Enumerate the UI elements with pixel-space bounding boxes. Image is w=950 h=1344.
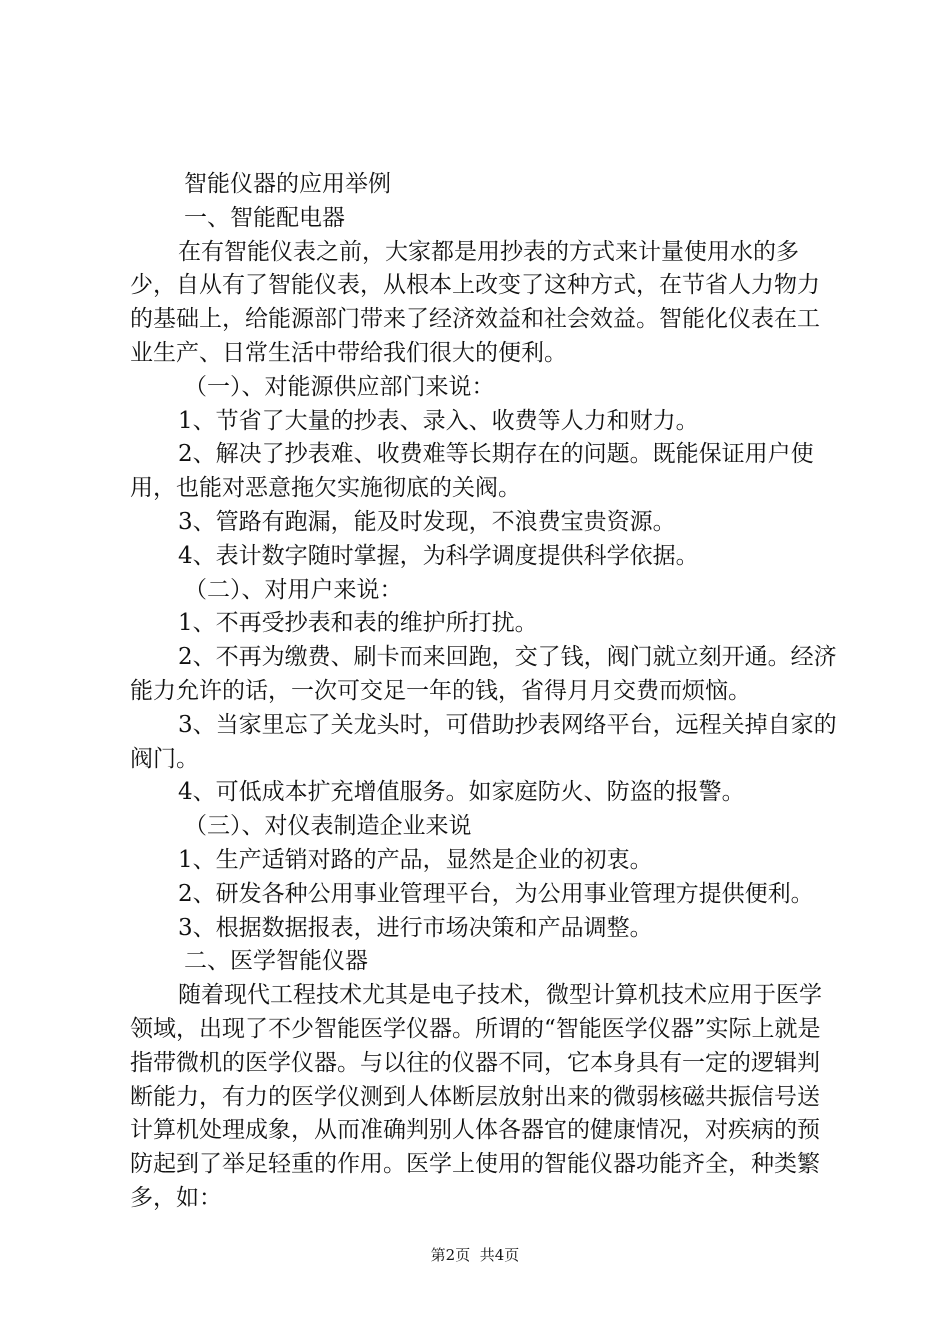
sub3-heading: （三）、对仪表制造企业来说 — [184, 813, 472, 840]
page-total: 共4页 — [479, 1246, 520, 1264]
sub1-item-3: 3、管路有跑漏，能及时发现，不浪费宝贵资源。 — [178, 508, 676, 535]
document-title: 智能仪器的应用举例 — [184, 171, 391, 197]
sub2-item-2: 2、不再为缴费、刷卡而来回跑，交了钱，阀门就立刻开通。经济能力允许的话，一次可交足一年的钱，省得月月交费而烦恼。 — [130, 644, 837, 704]
section2-intro: 随着现代工程技术尤其是电子技术，微型计算机技术应用于医学领域，出现了不少智能医学仪器。所谓的“智能医学仪器”实际上就是指带微机的医学仪器。与以往的仪器不同，它本身具有一定的逻辑判断能力，有力的医学仪测到人体断层放射出来的微弱核磁共振信号送计算机处理成象，从而准确判别人体各器官的健康情况，对疾病的预防起到了举足轻重的作用。医学上使用的智能仪器功能齐全，种类繁多，如： — [130, 982, 822, 1211]
section2-heading: 二、医学智能仪器 — [184, 948, 368, 975]
sub3-item-3: 3、根据数据报表，进行市场决策和产品调整。 — [178, 914, 653, 941]
sub2-heading: （二）、对用户来说： — [184, 576, 403, 603]
footer-spacer — [470, 1246, 480, 1264]
section1-intro: 在有智能仪表之前，大家都是用抄表的方式来计量使用水的多少，自从有了智能仪表，从根本上改变了这种方式，在节省人力物力的基础上，给能源部门带来了经济效益和社会效益。智能化仪表在工业生产、日常生活中带给我们很大的便利。 — [130, 238, 820, 366]
document-body — [130, 168, 840, 1216]
page-number: 第2页 — [430, 1246, 471, 1264]
sub3-item-1: 1、生产适销对路的产品，显然是企业的初衷。 — [178, 846, 653, 873]
sub2-item-1: 1、不再受抄表和表的维护所打扰。 — [178, 610, 538, 637]
sub1-item-1: 1、节省了大量的抄表、录入、收费等人力和财力。 — [178, 407, 699, 434]
section1-heading: 一、智能配电器 — [184, 204, 345, 231]
sub3-item-2: 2、研发各种公用事业管理平台，为公用事业管理方提供便利。 — [178, 880, 814, 907]
page-footer — [0, 1244, 950, 1265]
sub1-item-2: 2、解决了抄表难、收费难等长期存在的问题。既能保证用户使用，也能对恶意拖欠实施彻底的关阀。 — [130, 441, 814, 502]
sub2-item-3: 3、当家里忘了关龙头时，可借助抄表网络平台，远程关掉自家的阀门。 — [130, 711, 837, 772]
sub2-item-4: 4、可低成本扩充增值服务。如家庭防火、防盗的报警。 — [178, 779, 745, 806]
sub1-heading: （一）、对能源供应部门来说： — [184, 373, 495, 400]
sub1-item-4: 4、表计数字随时掌握，为科学调度提供科学依据。 — [178, 542, 699, 569]
